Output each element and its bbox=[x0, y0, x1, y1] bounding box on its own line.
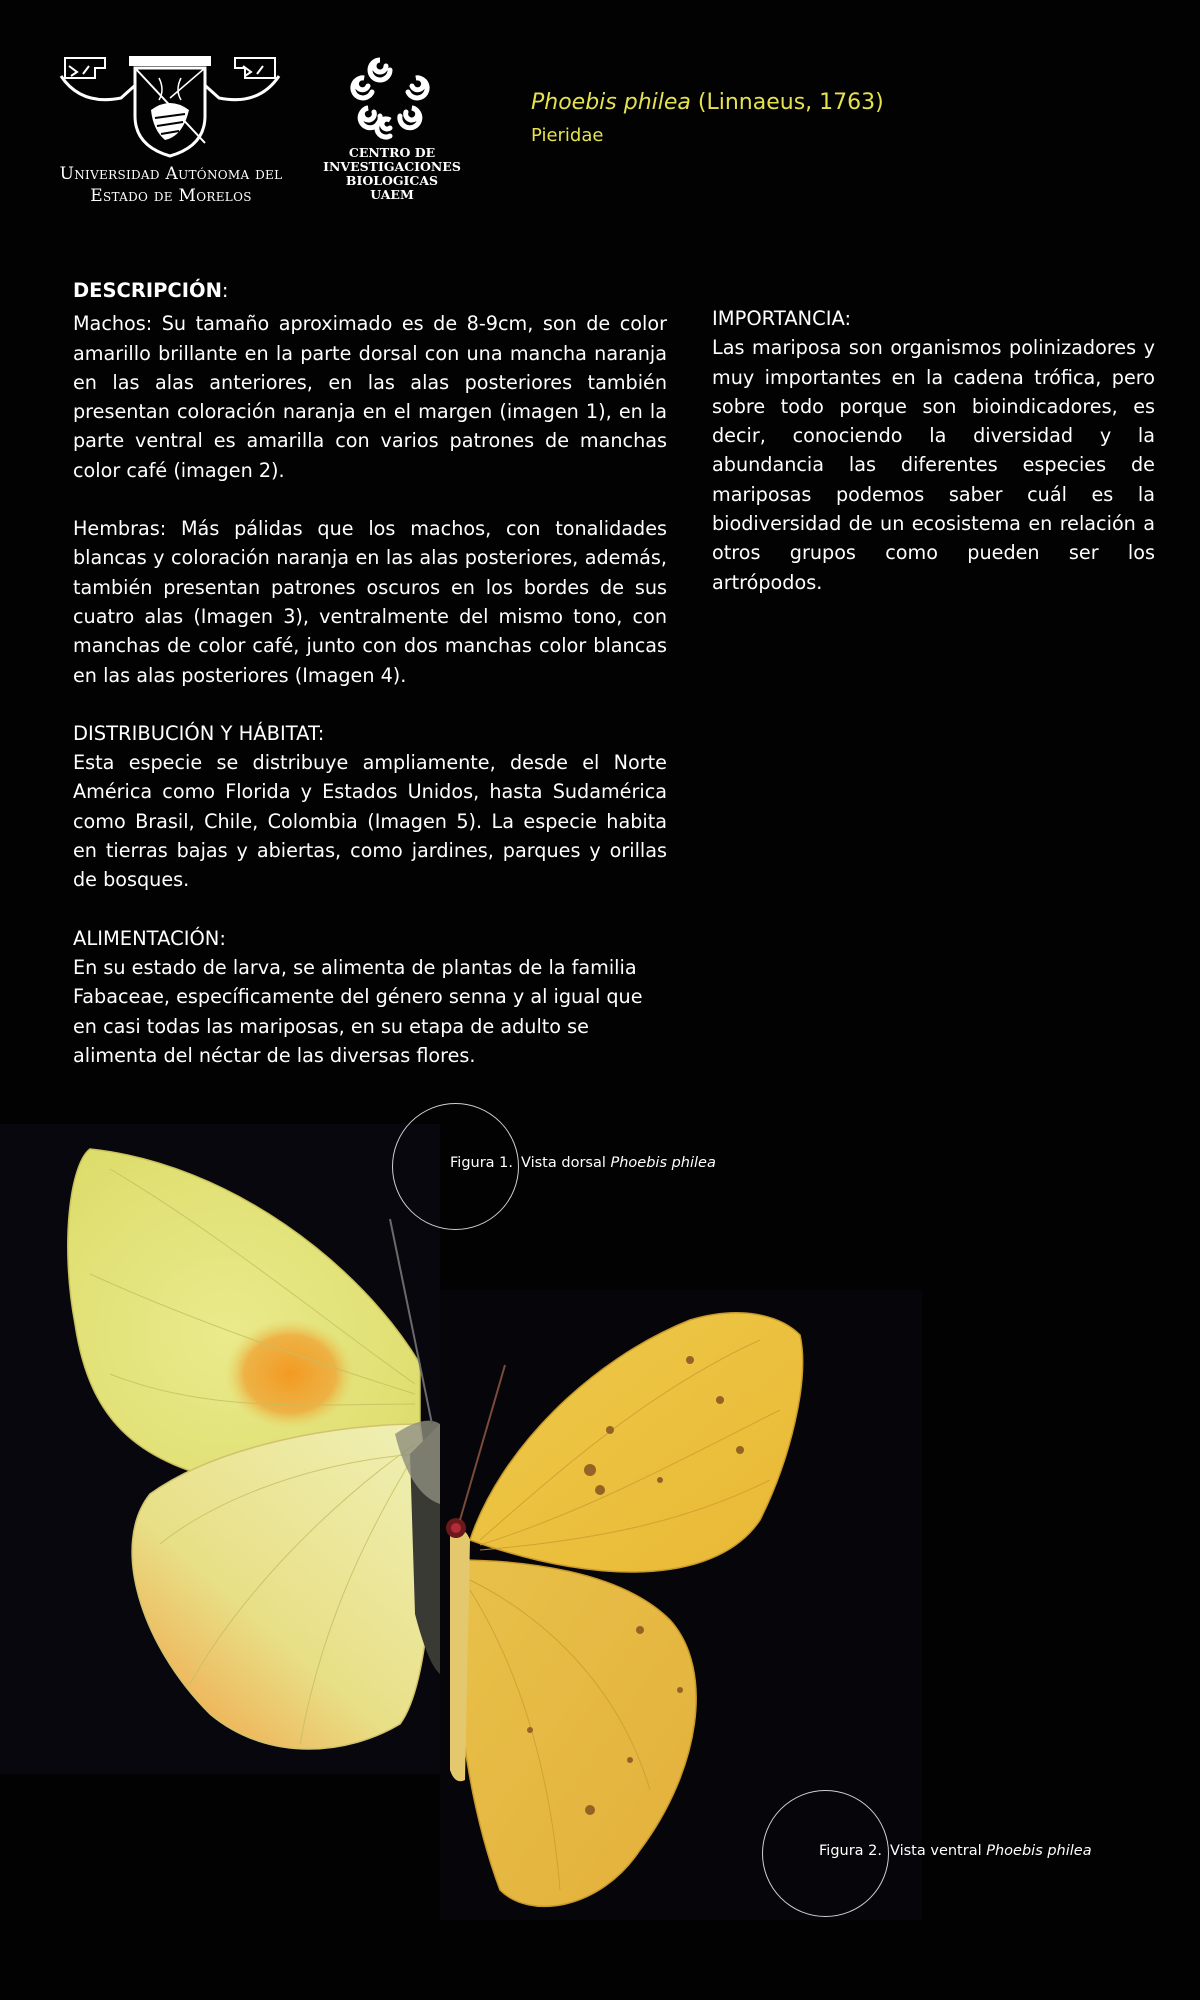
left-text-column bbox=[73, 276, 667, 1070]
distribucion-text: Esta especie se distribuye ampliamente, desde el Norte América como Florida y Estados Unidos, hasta Sudamérica como Brasil, Chile, Colombia (Imagen 5). La especie habita en tierras bajas y abiertas, como jardines, parques y orillas de bosques. bbox=[73, 751, 667, 892]
university-name bbox=[52, 163, 290, 207]
alimentacion-heading: ALIMENTACIÓN: bbox=[73, 926, 226, 950]
family-name: Pieridae bbox=[531, 125, 604, 146]
descripcion-heading-colon: : bbox=[221, 279, 229, 302]
alimentacion-text: En su estado de larva, se alimenta de plantas de la familia Fabaceae, específicamente del género senna y al igual que en casi todas las mariposas, en su etapa de adulto se alimenta del néctar de las diversas flores. bbox=[73, 955, 643, 1067]
descripcion-machos: Machos: Su tamaño aproximado es de 8-9cm, son de color amarillo brillante en la parte dorsal con una mancha naranja en las alas anteriores, en las alas posteriores también presentan coloración naranja en el margen (imagen 1), en la parte ventral es amarilla con varios patrones de manchas color café (imagen 2). bbox=[73, 312, 667, 482]
importancia-text: Las mariposa son organismos polinizadores y muy importantes en la cadena trófica, pero sobre todo porque son bioindicadores, es decir, conociendo la diversidad y la abundancia las diferentes especies de mariposas podemos saber cuál es la biodiversidad de un ecosistema en relación a otros grupos como pueden ser los artrópodos. bbox=[712, 336, 1155, 594]
figure2-label: Figura 2. bbox=[819, 1843, 882, 1859]
center-name-line1: CENTRO DE bbox=[348, 145, 436, 160]
research-center-name bbox=[318, 146, 466, 202]
figure2-caption bbox=[819, 1843, 1092, 1859]
figure1-label: Figura 1. bbox=[450, 1155, 513, 1171]
species-title bbox=[531, 90, 884, 115]
figure1-description: Vista dorsal bbox=[521, 1155, 606, 1171]
descripcion-heading bbox=[73, 276, 667, 305]
figure2-description: Vista ventral bbox=[890, 1843, 982, 1859]
figure1-caption bbox=[450, 1155, 716, 1171]
figure2-species: Phoebis philea bbox=[986, 1843, 1092, 1859]
descripcion-hembras: Hembras: Más pálidas que los machos, con tonalidades blancas y coloración naranja en las alas posteriores, además, también presentan patrones oscuros en los bordes de sus cuatro alas (Imagen 3), ventralmente del mismo tono, con manchas de color café, junto con dos manchas color blancas en las alas posteriores (Imagen 4). bbox=[73, 517, 667, 687]
species-scientific-name: Phoebis philea bbox=[531, 90, 691, 115]
center-name-line2: INVESTIGACIONES bbox=[323, 159, 461, 174]
importancia-heading: IMPORTANCIA: bbox=[712, 307, 852, 330]
center-name-line3: BIOLOGICAS bbox=[345, 173, 439, 188]
university-name-line2: Estado de Morelos bbox=[90, 186, 252, 206]
dorsal-butterfly-illustration bbox=[0, 1124, 440, 1774]
right-text-column bbox=[712, 304, 1155, 597]
descripcion-heading-text: DESCRIPCIÓN bbox=[73, 279, 222, 302]
species-author: (Linnaeus, 1763) bbox=[697, 90, 884, 115]
cib-spiral-logo bbox=[350, 52, 430, 142]
dorsal-view-photo bbox=[0, 1124, 440, 1774]
university-name-line1: Universidad Autónoma del bbox=[59, 164, 283, 184]
center-name-line4: UAEM bbox=[370, 187, 414, 202]
distribucion-heading: DISTRIBUCIÓN Y HÁBITAT: bbox=[73, 721, 325, 745]
figure1-species: Phoebis philea bbox=[610, 1155, 716, 1171]
